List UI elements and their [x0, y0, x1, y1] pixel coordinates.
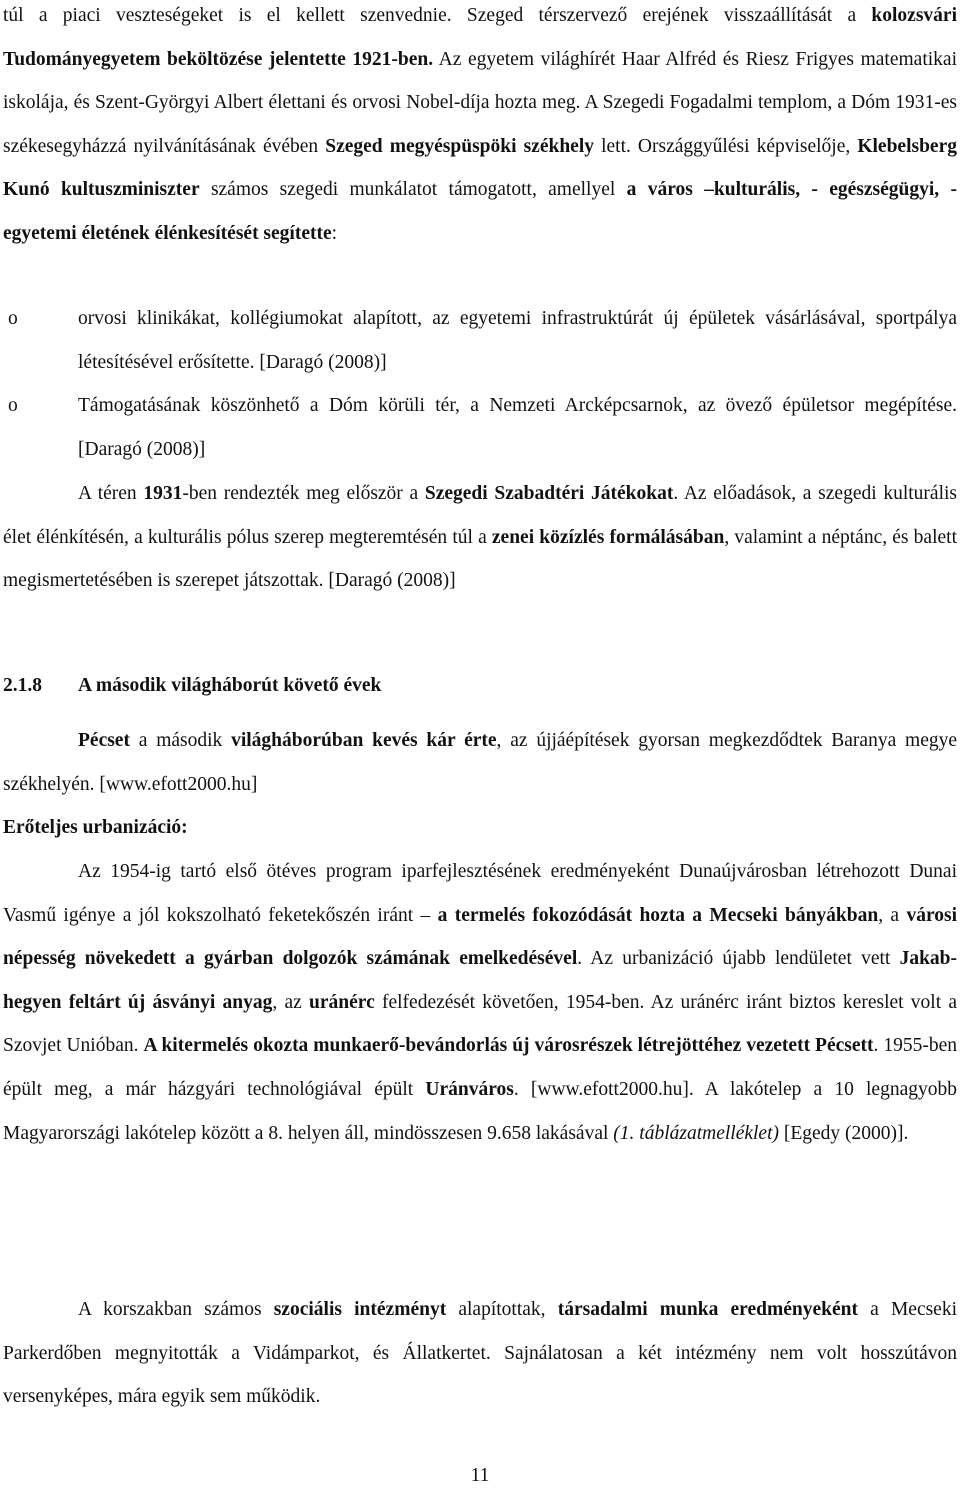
- bold-run: uránérc: [309, 991, 375, 1013]
- text-run: , az: [272, 991, 310, 1013]
- page-number: 11: [470, 1465, 490, 1486]
- section-number: 2.1.8: [3, 675, 42, 696]
- bold-run: Klebelsberg Kunó kultuszminiszter: [3, 135, 957, 201]
- bullet-marker: o: [8, 308, 18, 329]
- text-run: . Az előadások, a szegedi kulturális élet élénkítésén, a kulturális pólus szerep megteremtésén túl a: [3, 483, 957, 548]
- text-run: lett. Országgyűlési képviselője,: [594, 135, 858, 157]
- bold-run: Szeged megyéspüspöki székhely: [325, 135, 594, 157]
- text-run: felfedezését követően, 1954-ben. Az uránérc iránt biztos kereslet volt a Szovjet Unióban.: [3, 991, 957, 1057]
- paragraph-pecs: [3, 719, 957, 806]
- text-run: túl a piaci veszteségeket is el kellett szenvednie. Szeged térszervező erejének visszaállítását a: [3, 5, 872, 26]
- text-run: . 1955-ben épült meg, a már házgyári technológiával épült: [3, 1035, 957, 1100]
- bold-run: világháborúban kevés kár érte: [231, 730, 497, 751]
- bold-run: társadalmi munka eredményeként: [557, 1299, 858, 1320]
- bold-run: kolozsvári Tudományegyetem beköltözése jelentette 1921-ben.: [3, 5, 957, 70]
- text-run: számos szegedi munkálatot támogatott, amellyel: [199, 179, 627, 201]
- text-run: Az 1954-ig tartó első ötéves program iparfejlesztésének eredményeként Dunaújvárosban létrehozott Dunai Vasmű igénye a jól kokszolható feketekőszén iránt –: [3, 861, 957, 926]
- text-run: . Az urbanizáció újabb lendületet vett: [577, 948, 900, 970]
- text-run: , az újjáépítések gyorsan megkezdődtek Baranya megye székhelyén. [www.efott2000.hu]: [3, 730, 958, 795]
- bold-run: Jakab-hegyen feltárt új ásványi anyag: [3, 948, 957, 1013]
- paragraph-urbanization: [3, 850, 957, 1155]
- text-run: a Mecseki Parkerdőben megnyitották a Vidámparkot, és Állatkertet. Sajnálatosan a két intézmény nem volt hosszútávon versenyképes, mára egyik sem működik.: [3, 1299, 958, 1408]
- text-run: A korszakban számos: [78, 1299, 274, 1320]
- text-run: Az egyetem világhírét Haar Alfréd és Riesz Frigyes matematikai iskolája, és Szent-Györgyi Albert élettani és orvosi Nobel-díja hozta meg. A Szegedi Fogadalmi templom, a Dóm 1931-es székesegyházzá nyilvánításának évében: [3, 48, 957, 157]
- italic-run: (1. táblázatmelléklet): [613, 1122, 779, 1144]
- subheading-urbanization: Erőteljes urbanizáció:: [3, 817, 188, 838]
- paragraph-social-institutions: [3, 1288, 957, 1419]
- bullet-marker: o: [8, 395, 18, 416]
- bold-run: zenei közízlés formálásában: [491, 526, 725, 548]
- text-run: alapítottak,: [446, 1299, 558, 1320]
- text-run: . [www.efott2000.hu]. A lakótelep a 10 legnagyobb Magyarországi lakótelep között a 8. helyen áll, mindösszesen 9.658 lakásával: [3, 1078, 957, 1144]
- text-run: :: [331, 222, 338, 244]
- text-run: A téren: [78, 483, 144, 504]
- bold-run: Szegedi Szabadtéri Játékokat: [424, 483, 674, 504]
- bold-run: városi népesség növekedett a gyárban dolgozók számának emelkedésével: [3, 904, 957, 970]
- paragraph-szeged-university: [3, 0, 957, 256]
- bold-run: szociális intézményt: [273, 1299, 447, 1320]
- list-item: [3, 297, 957, 385]
- bold-run: Pécset: [78, 730, 130, 751]
- bullet-text: Támogatásának köszönhető a Dóm körüli tér, a Nemzeti Arcképcsarnok, az övező épületsor megépítése. [Daragó (2008)]: [78, 395, 957, 460]
- bold-run: Uránváros: [425, 1078, 514, 1100]
- paragraph-open-air-festival: [3, 472, 957, 603]
- text-run: a második: [129, 730, 232, 751]
- text-run: , a: [878, 904, 907, 926]
- bold-run: a termelés fokozódását hozta a Mecseki bányákban: [437, 904, 879, 926]
- section-heading: [3, 664, 381, 708]
- text-run: -ben rendezték meg először a: [182, 483, 425, 504]
- bold-run: A kitermelés okozta munkaerő-bevándorlás új városrészek létrejöttéhez vezetett Pécsett: [143, 1035, 874, 1057]
- bold-run: 1931: [143, 483, 183, 504]
- text-run: , valamint a néptánc, és balett megismertetésében is szerepet játszottak. [Daragó (2008)]: [3, 526, 957, 592]
- list-item: [3, 384, 957, 472]
- bold-run: a város –kulturális, - egészségügyi, - egyetemi életének élénkesítését segítette: [3, 179, 957, 244]
- section-title: A második világháborút követő évek: [78, 675, 382, 696]
- bullet-text: orvosi klinikákat, kollégiumokat alapított, az egyetemi infrastruktúrát új épületek vásárlásával, sportpálya létesítésével erősítette. [Daragó (2008)]: [78, 308, 957, 373]
- text-run: [Egedy (2000)].: [778, 1122, 909, 1144]
